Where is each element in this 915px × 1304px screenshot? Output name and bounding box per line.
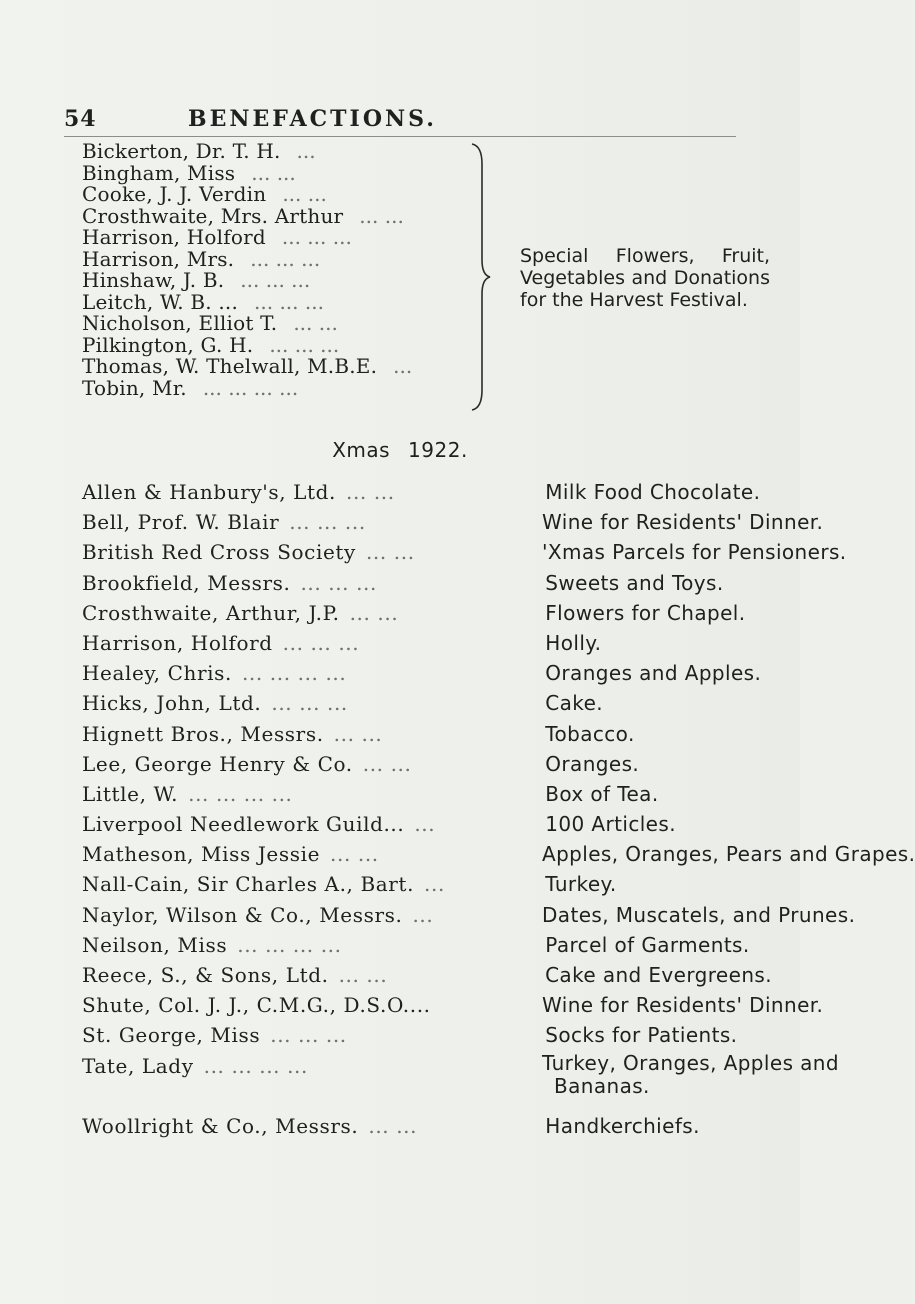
leader-dots: ...	[393, 354, 413, 378]
donor-cell	[82, 961, 545, 989]
gift-cell: Parcel of Garments.	[545, 932, 750, 957]
gift-cell: Milk Food Chocolate.	[545, 480, 761, 504]
table-row	[82, 870, 772, 898]
list-item	[82, 289, 474, 314]
gift-cell: Dates, Muscatels, and Prunes.	[542, 902, 856, 927]
donor-name: Bickerton, Dr. T. H.	[82, 139, 281, 163]
donor-name: St. George, Miss	[82, 1023, 261, 1048]
list-item	[82, 332, 474, 357]
gift-cell: Handkerchiefs.	[545, 1113, 700, 1138]
gift-cell: Socks for Patients.	[545, 1023, 738, 1048]
leader-dots: ... ...	[338, 963, 388, 987]
table-row	[82, 659, 772, 687]
donor-name: Naylor, Wilson & Co., Messrs.	[82, 902, 403, 927]
table-row	[82, 931, 772, 959]
donor-name: Hicks, John, Ltd.	[82, 691, 262, 716]
brace-icon	[468, 142, 492, 412]
leader-dots: ... ... ... ...	[188, 781, 293, 806]
table-row	[82, 569, 772, 597]
leader-dots: ... ... ... ...	[237, 932, 342, 957]
leader-dots: ... ... ... ...	[241, 661, 347, 686]
gift-cell: Box of Tea.	[545, 781, 659, 806]
harvest-festival-note: Special Flowers, Fruit, Vegetables and Donations for the Harvest Festival.	[520, 245, 770, 311]
table-row	[82, 1050, 839, 1098]
leader-dots: ... ... ...	[271, 691, 348, 716]
leader-dots: ... ...	[346, 480, 395, 504]
leader-dots: ... ... ...	[282, 630, 360, 655]
donor-name: Lee, George Henry & Co.	[82, 751, 353, 776]
table-row	[82, 1112, 772, 1140]
gift-line-2: Bananas.	[554, 1073, 650, 1098]
donor-cell	[82, 991, 542, 1019]
page-number: 54	[64, 106, 97, 132]
leader-dots: ... ... ...	[250, 246, 321, 271]
donor-name: Brookfield, Messrs.	[82, 570, 291, 595]
donor-name: Tate, Lady	[82, 1053, 194, 1078]
gift-cell: Cake.	[545, 691, 604, 716]
donor-name: Woollright & Co., Messrs.	[82, 1113, 359, 1138]
donor-name: Allen & Hanbury's, Ltd.	[82, 480, 337, 504]
donor-name: Hinshaw, J. B.	[82, 268, 225, 292]
donor-name: Shute, Col. J. J., C.M.G., D.S.O....	[82, 993, 431, 1018]
leader-dots: ... ...	[282, 182, 327, 206]
list-item	[82, 184, 474, 206]
gift-cell: Oranges.	[545, 751, 640, 776]
gift-cell	[542, 1050, 839, 1098]
leader-dots: ... ...	[365, 540, 415, 565]
donor-cell	[82, 1052, 542, 1080]
donor-cell	[82, 840, 542, 868]
table-row	[82, 780, 772, 808]
gift-cell: Apples, Oranges, Pears and Grapes.	[542, 842, 915, 867]
donor-name: British Red Cross Society	[82, 540, 356, 565]
donor-cell	[82, 901, 542, 929]
donor-cell	[82, 1112, 545, 1140]
list-item	[82, 270, 474, 292]
donor-name: Bell, Prof. W. Blair	[82, 510, 280, 535]
gift-cell: Wine for Residents' Dinner.	[542, 993, 824, 1018]
list-item	[82, 375, 474, 400]
leader-dots: ...	[412, 902, 434, 927]
gift-cell: Wine for Residents' Dinner.	[542, 510, 824, 535]
donor-cell	[82, 1021, 545, 1049]
donor-name: Nall-Cain, Sir Charles A., Bart.	[82, 872, 415, 897]
donor-name: Little, W.	[82, 781, 179, 806]
donor-name: Thomas, W. Thelwall, M.B.E.	[82, 354, 378, 378]
table-row	[82, 538, 847, 566]
page-header	[0, 106, 800, 138]
gift-cell: 100 Articles.	[545, 812, 676, 837]
donor-cell	[82, 931, 545, 959]
list-item	[82, 141, 474, 163]
donor-name: Tobin, Mr.	[82, 375, 187, 400]
donor-name: Hignett Bros., Messrs.	[82, 721, 324, 746]
donor-name: Leitch, W. B. ...	[82, 289, 239, 314]
leader-dots: ... ...	[293, 311, 338, 335]
table-row	[82, 599, 772, 627]
list-item	[82, 227, 474, 249]
list-item	[82, 160, 474, 185]
section-heading-word: Xmas	[332, 438, 391, 462]
donor-name: Matheson, Miss Jessie	[82, 842, 321, 867]
brace-path	[472, 144, 490, 410]
donor-name: Liverpool Needlework Guild...	[82, 812, 405, 837]
gift-line-1: Turkey, Oranges, Apples and	[542, 1050, 839, 1075]
leader-dots: ... ...	[349, 600, 399, 625]
donor-name: Nicholson, Elliot T.	[82, 311, 278, 335]
gift-cell: Cake and Evergreens.	[545, 963, 772, 987]
donor-name: Harrison, Mrs.	[82, 246, 235, 271]
gift-cell: Holly.	[545, 630, 602, 655]
leader-dots: ... ...	[251, 160, 296, 185]
donor-cell	[82, 508, 542, 536]
section-heading-year: 1922.	[408, 438, 468, 462]
list-item	[82, 203, 474, 228]
table-row	[82, 629, 772, 657]
gift-cell: 'Xmas Parcels for Pensioners.	[542, 540, 847, 565]
donor-name: Pilkington, G. H.	[82, 332, 254, 357]
donor-cell	[82, 599, 545, 627]
gift-cell: Turkey.	[545, 872, 617, 897]
running-head: BENEFACTIONS.	[188, 106, 437, 132]
leader-dots: ...	[296, 139, 316, 163]
list-item	[82, 313, 474, 335]
donor-name: Healey, Chris.	[82, 661, 232, 686]
festival-donor-list	[82, 141, 474, 399]
donor-cell	[82, 780, 545, 808]
donor-cell	[82, 870, 545, 898]
donor-cell	[82, 750, 545, 778]
table-row	[82, 508, 824, 536]
xmas-gift-list	[82, 478, 915, 1142]
donor-cell	[82, 689, 545, 717]
table-row	[82, 961, 772, 989]
leader-dots: ... ...	[359, 203, 404, 228]
donor-name: Harrison, Holford	[82, 225, 266, 249]
leader-dots: ... ... ...	[289, 510, 366, 535]
gift-cell: Sweets and Toys.	[545, 570, 724, 595]
leader-dots: ... ... ...	[300, 570, 377, 595]
donor-name: Bingham, Miss	[82, 160, 236, 185]
gift-cell: Flowers for Chapel.	[545, 600, 746, 625]
table-row	[82, 840, 915, 868]
leader-dots: ... ...	[330, 842, 379, 867]
donor-name: Crosthwaite, Arthur, J.P.	[82, 600, 340, 625]
leader-dots: ... ...	[362, 751, 412, 776]
donor-cell	[82, 810, 545, 838]
table-row	[82, 991, 824, 1019]
donor-name: Cooke, J. J. Verdin	[82, 182, 267, 206]
table-row	[82, 720, 772, 748]
donor-cell	[82, 720, 545, 748]
donor-name: Harrison, Holford	[82, 630, 273, 655]
leader-dots: ... ... ...	[281, 225, 352, 249]
leader-dots: ... ... ...	[240, 268, 311, 292]
leader-dots: ... ...	[368, 1113, 418, 1138]
donor-cell	[82, 569, 545, 597]
spacer	[82, 1100, 772, 1112]
leader-dots: ...	[424, 872, 445, 897]
table-row	[82, 901, 856, 929]
section-heading	[0, 438, 800, 462]
donor-name: Neilson, Miss	[82, 932, 228, 957]
list-item	[82, 246, 474, 271]
table-row	[82, 478, 772, 506]
gift-cell: Tobacco.	[545, 721, 635, 746]
donor-cell	[82, 538, 542, 566]
leader-dots: ...	[414, 812, 436, 837]
donor-name: Reece, S., & Sons, Ltd.	[82, 963, 329, 987]
leader-dots: ... ... ...	[269, 332, 340, 357]
gift-cell: Oranges and Apples.	[545, 661, 762, 686]
header-rule	[64, 136, 736, 137]
leader-dots: ... ... ... ...	[202, 375, 299, 400]
table-row	[82, 810, 772, 838]
list-item	[82, 356, 474, 378]
table-row	[82, 1021, 772, 1049]
donor-cell	[82, 659, 545, 687]
leader-dots: ... ... ...	[270, 1023, 347, 1048]
leader-dots: ... ...	[333, 721, 383, 746]
leader-dots: ... ... ...	[254, 289, 324, 314]
donor-cell	[82, 629, 545, 657]
donor-cell	[82, 478, 545, 506]
table-row	[82, 750, 772, 778]
leader-dots: ... ... ... ...	[203, 1053, 308, 1078]
table-row	[82, 689, 772, 717]
donor-name: Crosthwaite, Mrs. Arthur	[82, 203, 344, 228]
